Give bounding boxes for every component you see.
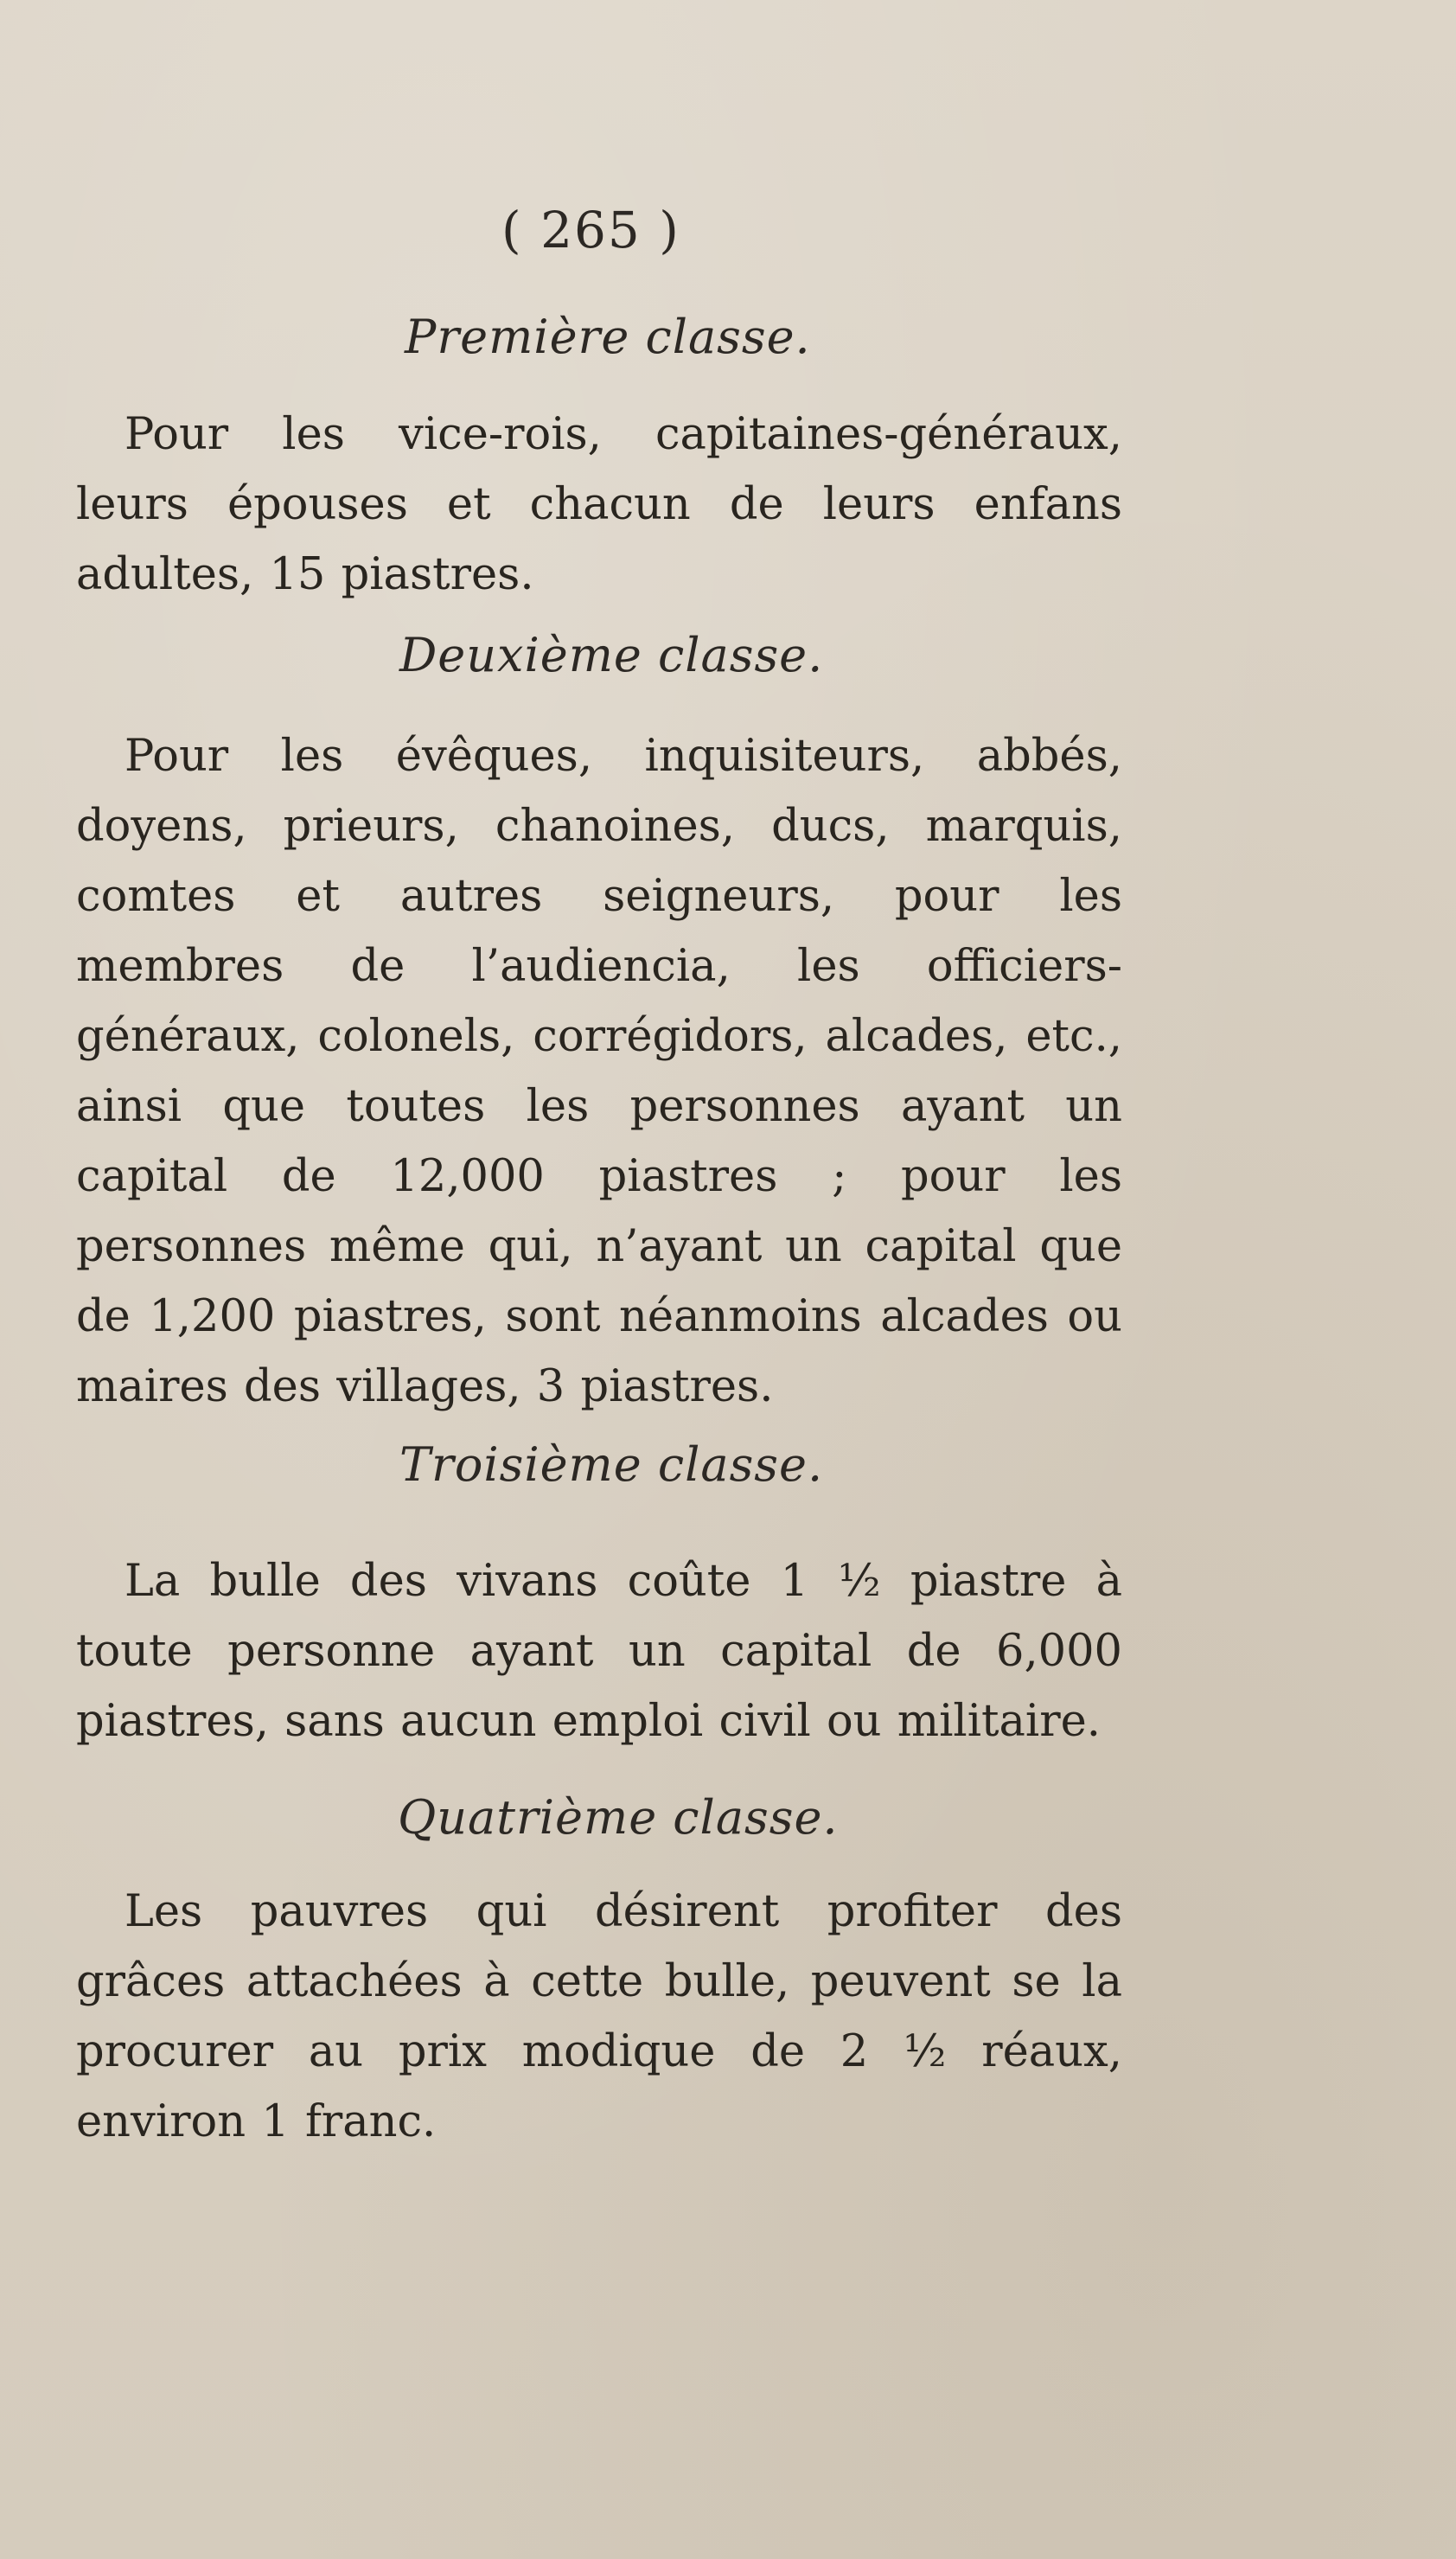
section-paragraph-deuxieme-classe: Pour les évêques, inquisiteurs, abbés, doyens, prieurs, chanoines, ducs, marquis, comtes et autres seigneurs, pour les membres de l’audiencia, les officiers-généraux, colonels, corrégidors, alcades, etc., ainsi que toutes les personnes ayant un capital de 12,000 piastres ; pour les personnes même qui, n’ayant un capital que de 1,200 piastres, sont néanmoins alcades ou maires des villages, 3 piastres. — [76, 731, 1122, 1412]
section-heading-deuxieme-classe: Deuxième classe. — [399, 628, 824, 682]
section-paragraph-troisieme-classe: La bulle des vivans coûte 1 ½ piastre à toute personne ayant un capital de 6,000 piastres, sans aucun emploi civil ou militaire. — [76, 1556, 1122, 1747]
section-heading-troisieme-classe: Troisième classe. — [399, 1437, 824, 1492]
section-heading-premiere-classe: Première classe. — [405, 310, 811, 364]
section-paragraph-quatrieme-classe: Les pauvres qui désirent profiter des grâces attachées à cette bulle, peuvent se la procurer au prix modique de 2 ½ réaux, environ 1 franc. — [76, 1886, 1122, 2147]
page-number: ( 265 ) — [501, 201, 680, 259]
section-heading-quatrieme-classe: Quatrième classe. — [398, 1790, 839, 1845]
section-paragraph-premiere-classe: Pour les vice-rois, capitaines-généraux, leurs épouses et chacun de leurs enfans adultes, 15 piastres. — [76, 409, 1122, 600]
